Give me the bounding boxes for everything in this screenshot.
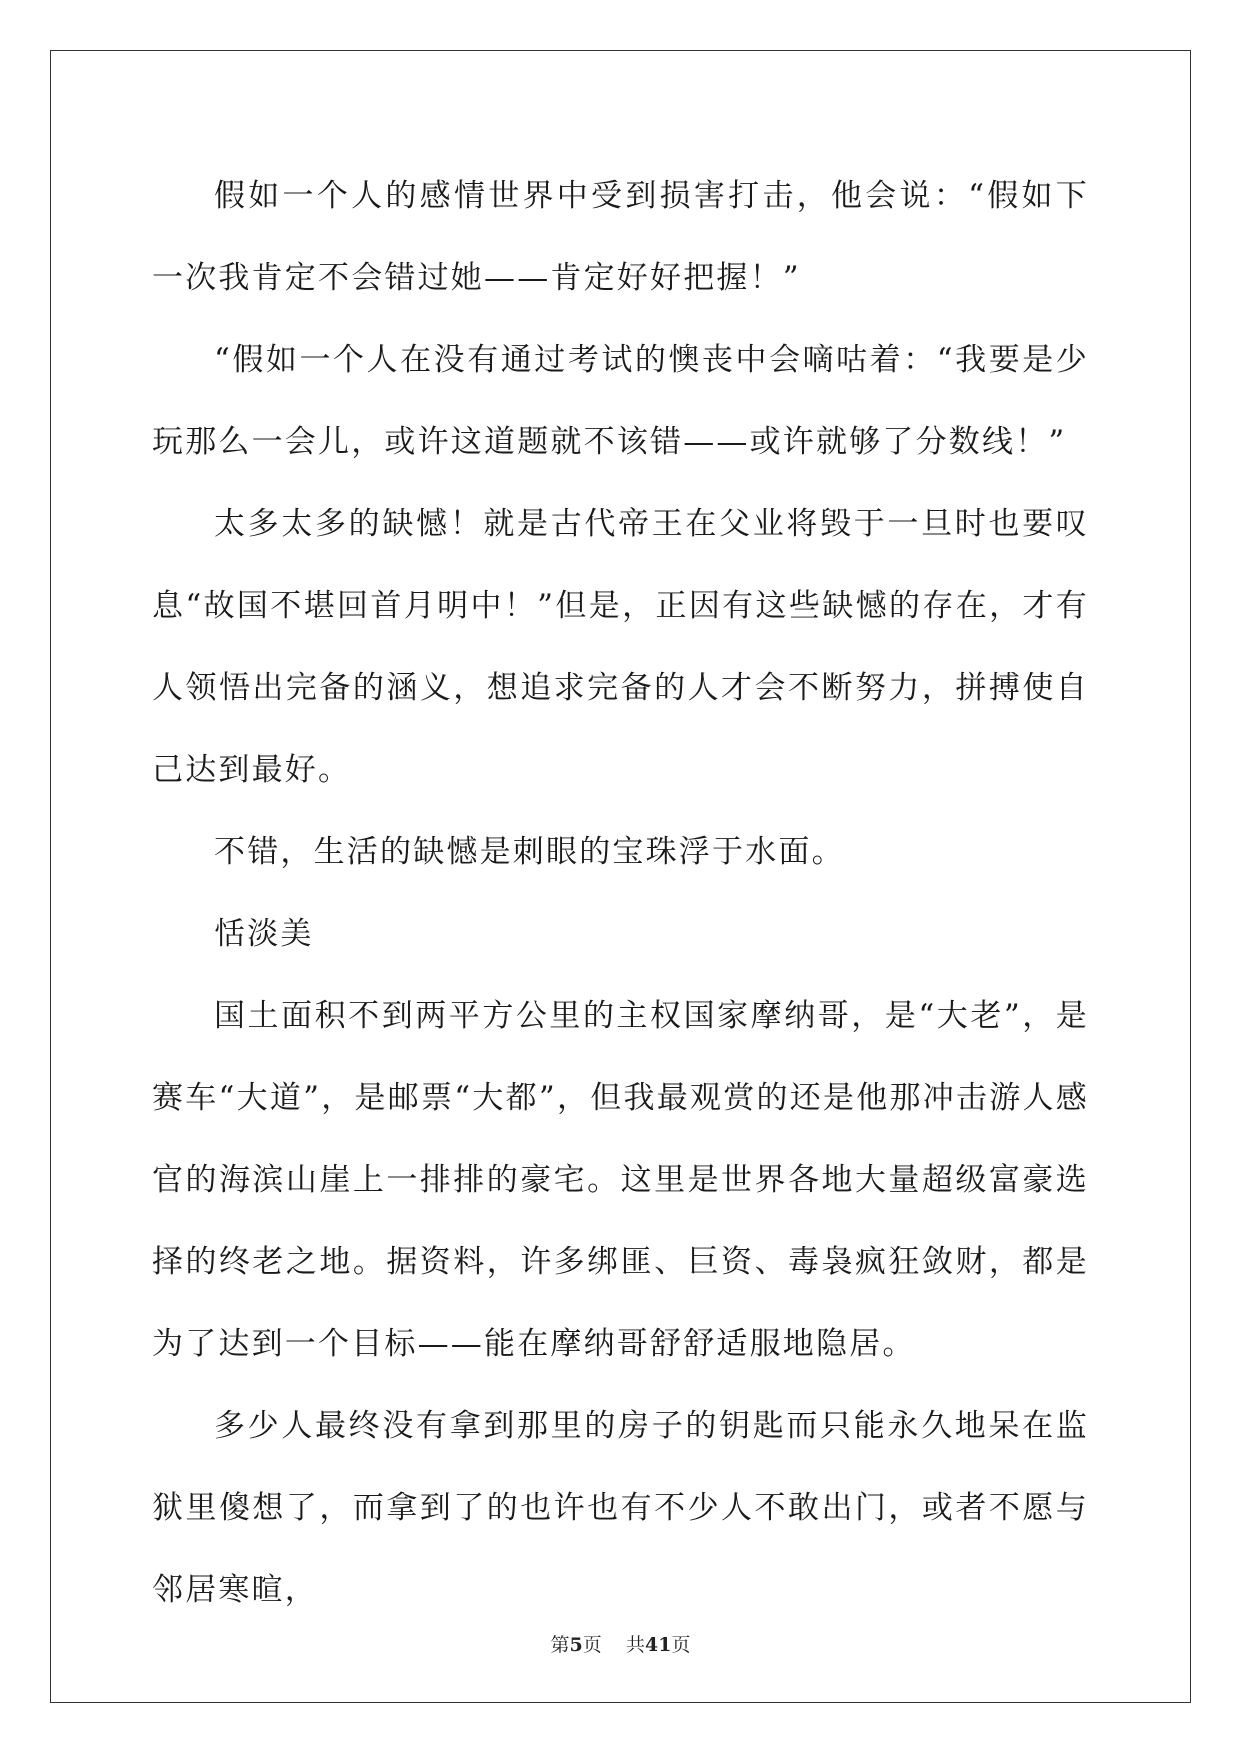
paragraph: “假如一个人在没有通过考试的懊丧中会嘀咕着：“我要是少玩那么一会儿，或许这道题就不该错——或许就够了分数线！” [152,342,1089,460]
page-suffix: 页 [582,1634,602,1656]
page-footer [0,1630,1241,1657]
total-suffix: 页 [671,1634,691,1656]
page-prefix: 第 [550,1634,570,1656]
section-heading: 恬淡美 [214,916,314,952]
paragraph: 不错，生活的缺憾是刺眼的宝珠浮于水面。 [214,834,845,870]
paragraph: 国土面积不到两平方公里的主权国家摩纳哥，是“大老”，是赛车“大道”，是邮票“大都”，但我最观赏的还是他那冲击游人感官的海滨山崖上一排排的豪宅。这里是世界各地大量超级富豪选择的终老之地。据资料，许多绑匪、巨资、毒袅疯狂敛财，都是为了达到一个目标——能在摩纳哥舒舒适服地隐居。 [152,998,1089,1362]
paragraph: 假如一个人的感情世界中受到损害打击，他会说：“假如下一次我肯定不会错过她——肯定好好把握！” [152,178,1089,296]
document-body [152,155,1089,1631]
total-pages: 41 [644,1634,672,1656]
page-number: 5 [569,1634,583,1656]
paragraph: 太多太多的缺憾！就是古代帝王在父业将毁于一旦时也要叹息“故国不堪回首月明中！”但是，正因有这些缺憾的存在，才有人领悟出完备的涵义，想追求完备的人才会不断努力，拼搏使自己达到最好。 [152,506,1089,788]
total-prefix: 共 [625,1634,645,1656]
paragraph: 多少人最终没有拿到那里的房子的钥匙而只能永久地呆在监狱里傻想了，而拿到了的也许也有不少人不敢出门，或者不愿与邻居寒暄， [152,1408,1089,1608]
